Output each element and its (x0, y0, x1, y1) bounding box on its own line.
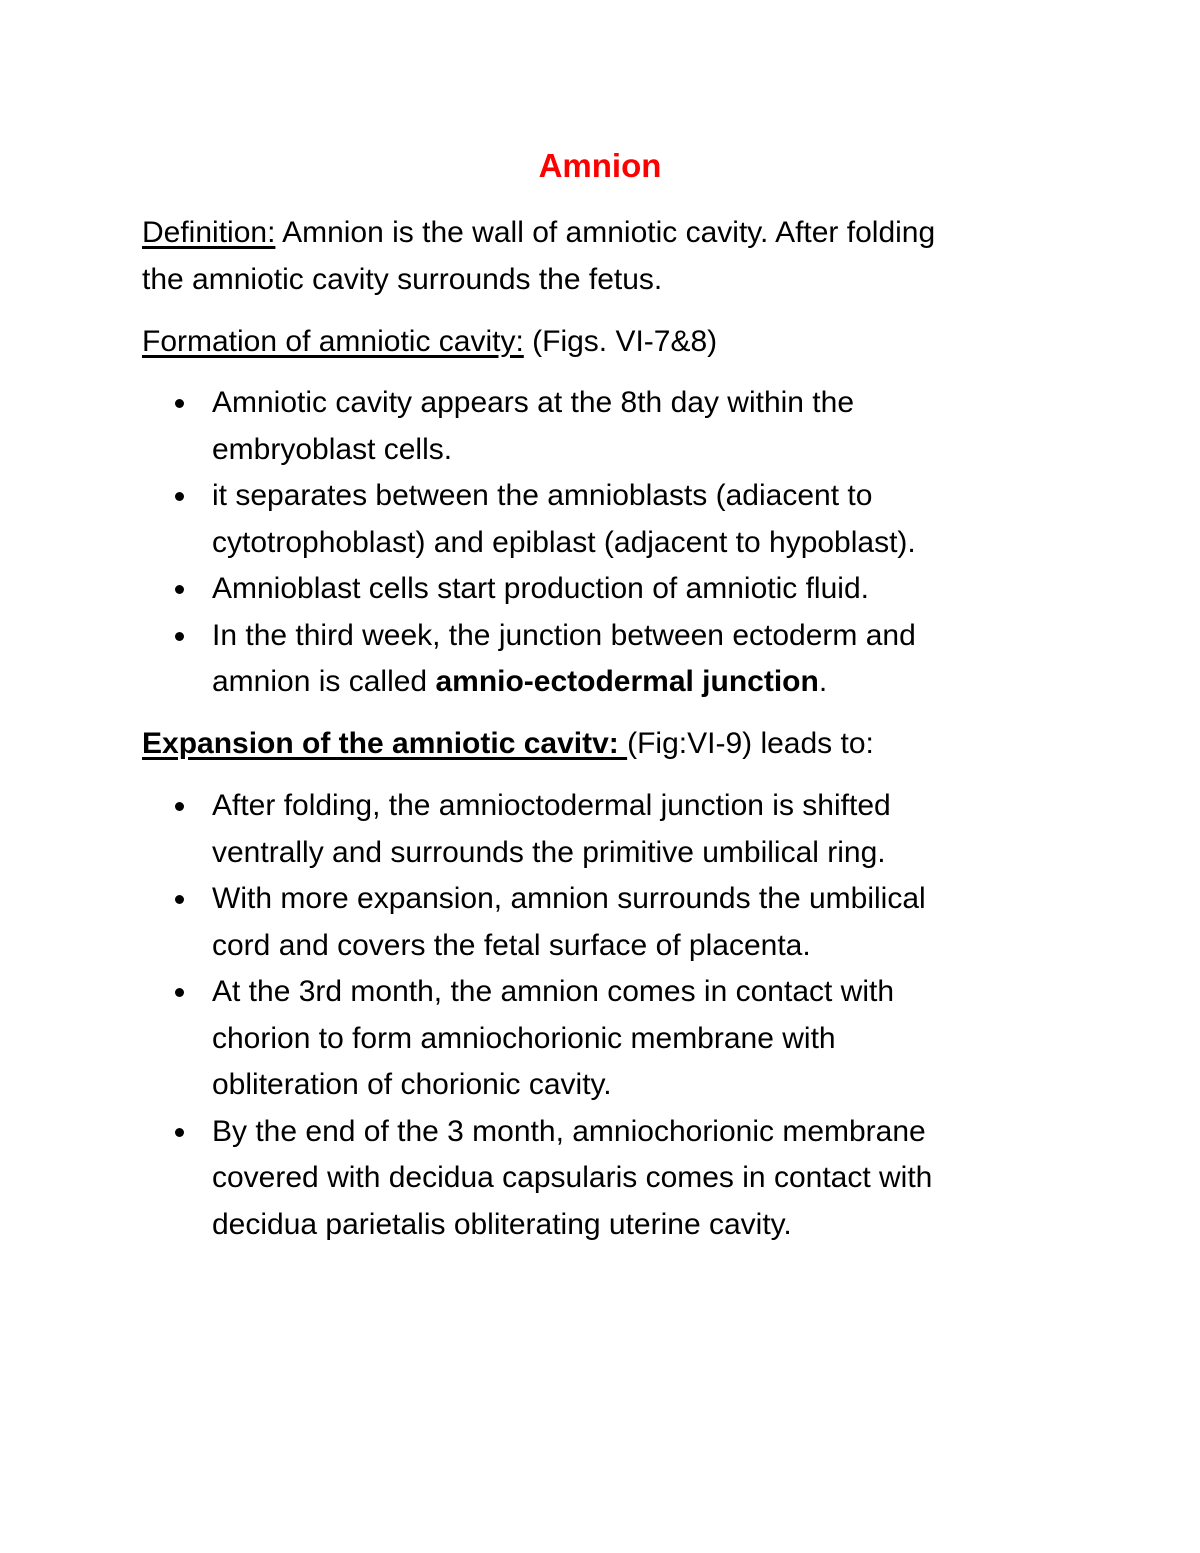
list-item (142, 613, 1032, 706)
bullet-icon (175, 632, 184, 641)
page-title: Amnion (538, 147, 662, 184)
list-item-line: In the third week, the junction between ectoderm and (212, 618, 916, 652)
definition-paragraph (142, 209, 1042, 303)
definition-text-line1: Amnion is the wall of amniotic cavity. After folding (275, 216, 936, 249)
list-item-line: Amniotic cavity appears at the 8th day within the (212, 386, 855, 419)
list-item (142, 876, 1032, 969)
list-item-line: ventrally and surrounds the primitive umbilical ring. (212, 835, 886, 869)
bullet-icon (175, 585, 184, 594)
list-item-line: embryoblast cells. (212, 432, 453, 466)
list-item-line: obliteration of chorionic cavity. (212, 1068, 612, 1101)
list-item-line: chorion to form amniochorionic membrane with (212, 1021, 836, 1055)
list-item-line: amnion is called (212, 665, 436, 698)
list-item-line: At the 3rd month, the amnion comes in contact with (212, 975, 895, 1008)
list-item-line: cord and covers the fetal surface of placenta. (212, 928, 811, 962)
formation-heading (142, 318, 1042, 365)
bullet-icon (175, 399, 184, 408)
bullet-icon (175, 802, 184, 811)
bullet-icon (175, 492, 184, 501)
list-item (142, 380, 1032, 473)
expansion-label: Expansion of the amniotic cavitv: (142, 727, 628, 760)
bullet-icon (175, 1128, 184, 1137)
list-item (142, 566, 1032, 613)
list-item (142, 1109, 1032, 1249)
definition-label: Definition: (142, 216, 276, 249)
formation-list (142, 380, 1032, 706)
formation-ref: (Figs. VI-7&8) (523, 325, 718, 358)
list-item-line: it separates between the amnioblasts (adiacent to (212, 479, 873, 512)
list-item-line: decidua parietalis obliterating uterine cavity. (212, 1207, 792, 1241)
list-item-line: . (818, 665, 828, 698)
bullet-icon (175, 895, 184, 904)
list-item-line: cytotrophoblast) and epiblast (adjacent to hypoblast). (212, 525, 916, 559)
list-item (142, 783, 1032, 876)
list-item-line: covered with decidua capsularis comes in contact with (212, 1161, 933, 1194)
list-item-line: With more expansion, amnion surrounds the umbilical (212, 882, 926, 915)
definition-text-line2: the amniotic cavity surrounds the fetus. (142, 263, 663, 296)
formation-label: Formation of amniotic cavity: (142, 325, 524, 358)
list-item (142, 969, 1032, 1109)
list-item-line: After folding, the amnioctodermal junction is shifted (212, 789, 891, 822)
expansion-ref: (Fig:VI-9) leads to: (627, 727, 874, 760)
expansion-heading (142, 720, 1042, 767)
list-item-line: Amnioblast cells start production of amniotic fluid. (212, 572, 869, 605)
expansion-list (142, 783, 1032, 1248)
list-item-line: By the end of the 3 month, amniochorionic membrane (212, 1114, 926, 1148)
emphasis-term: amnio-ectodermal junction (435, 665, 819, 698)
bullet-icon (175, 988, 184, 997)
list-item (142, 473, 1032, 566)
